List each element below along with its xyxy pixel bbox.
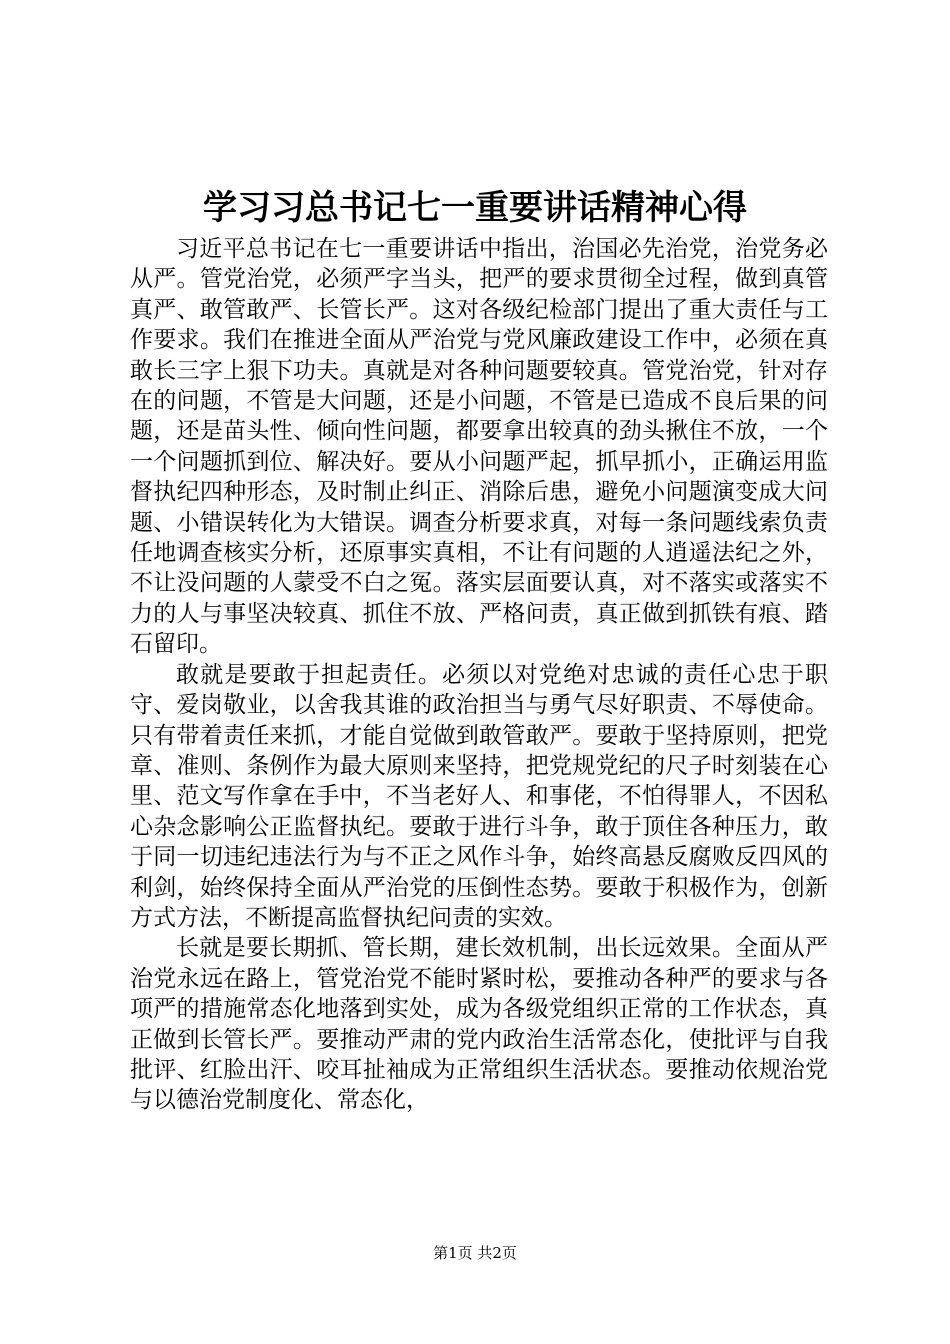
paragraph-1: 习近平总书记在七一重要讲话中指出，治国必先治党，治党务必从严。管党治党，必须严字当头，把严的要求贯彻全过程，做到真管真严、敢管敢严、长管长严。这对各级纪检部门提出了重大责任与工作要求。我们在推进全面从严治党与党风廉政建设工作中，必须在真敢长三字上狠下功夫。真就是对各种问题要较真。管党治党，针对存在的问题，不管是大问题，还是小问题，不管是已造成不良后果的问题，还是苗头性、倾向性问题，都要拿出较真的劲头揪住不放，一个一个问题抓到位、解决好。要从小问题严起，抓早抓小，正确运用监督执纪四种形态，及时制止纠正、消除后患，避免小问题演变成大问题、小错误转化为大错误。调查分析要求真，对每一条问题线索负责任地调查核实分析，还原事实真相，不让有问题的人逍遥法纪之外，不让没问题的人蒙受不白之冤。落实层面要认真，对不落实或落实不力的人与事坚决较真、抓住不放、严格问责，真正做到抓铁有痕、踏石留印。 — [130, 236, 828, 658]
paragraph-2: 敢就是要敢于担起责任。必须以对党绝对忠诚的责任心忠于职守、爱岗敬业，以舍我其谁的政治担当与勇气尽好职责、不辱使命。只有带着责任来抓，才能自觉做到敢管敢严。要敢于坚持原则，把党章、准则、条例作为最大原则来坚持，把党规党纪的尺子时刻装在心里、范文写作拿在手中，不当老好人、和事佬，不怕得罪人，不因私心杂念影响公正监督执纪。要敢于进行斗争，敢于顶住各种压力，敢于同一切违纪违法行为与不正之风作斗争，始终高悬反腐败反四风的利剑，始终保持全面从严治党的压倒性态势。要敢于积极作为，创新方式方法，不断提高监督执纪问责的实效。 — [130, 661, 828, 931]
document-title: 学习习总书记七一重要讲话精神心得 — [203, 188, 747, 228]
paragraph-3: 长就是要长期抓、管长期，建长效机制，出长远效果。全面从严治党永远在路上，管党治党不能时紧时松，要推动各种严的要求与各项严的措施常态化地落到实处，成为各级党组织正常的工作状态，真正做到长管长严。要推动严肃的党内政治生活常态化，使批评与自我批评、红脸出汗、咬耳扯袖成为正常组织生活状态。要推动依规治党与以德治党制度化、常态化， — [130, 935, 828, 1114]
document-body — [130, 234, 828, 1116]
page-footer: 第1页 共2页 — [433, 1244, 517, 1262]
